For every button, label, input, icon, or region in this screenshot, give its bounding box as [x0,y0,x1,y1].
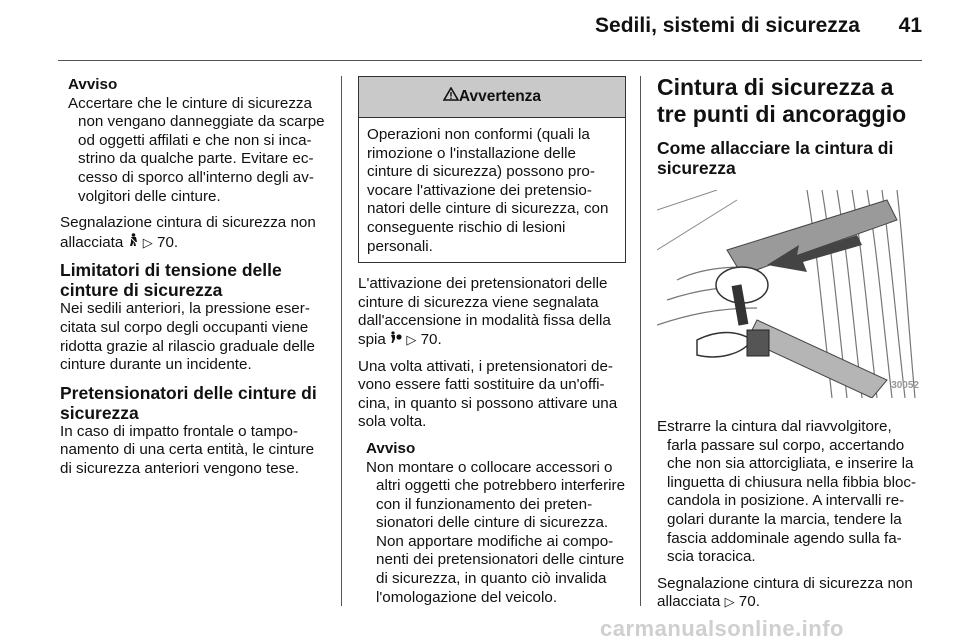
paragraph-pretensioners: In caso di impatto frontale o tamponamento di una certa entità, le cinture di sicurezza anteriori vengono tese. [60,422,315,477]
note-text: Non montare o collocare accessori o altri oggetti che potrebbero interferire con il funzionamento dei pretensionatori delle cinture di sicurezza. Non apportare modifiche ai componenti dei pretensionatori delle cinture di sicurezza, in quanto ciò invalida l'omologazione del veicolo. [366,458,626,606]
seatbelt-illustration [657,190,923,398]
heading-pretensioners: Pretensionatori delle cinture di sicurezza [60,382,317,423]
section-title: Sedili, sistemi di sicurezza [595,14,860,37]
note-text: Accertare che le cinture di sicurezza non vengano danneggiate da scarpe od oggetti affilati e che non si incastrino da qualche parte. Evitare eccesso di sporco all'interno degli avvolgitori delle cinture. [68,94,325,205]
column-divider [341,76,342,606]
warning-title: Avvertenza [458,88,542,105]
paragraph-replacement: Una volta attivati, i pretensionatori devono essere fatti sostituire da un'officina, in quanto si possono attivare una sola volta. [358,357,618,431]
figure-number: 30052 [891,380,919,392]
note-box [60,76,326,206]
warning-triangle-icon [443,77,459,117]
page-reference-icon[interactable]: ▷ [406,331,417,347]
warning-box [358,76,626,263]
reminder-paragraph [60,214,326,252]
reminder-paragraph [657,575,923,612]
paragraph-fasten-instructions: Estrarre la cintura dal riavvolgitore, farla passare sul corpo, accertando che non sia attorcigliata, e inserire la linguetta di chiusura nella fibbia bloccandola in posizione. A intervalli regolari durante la marcia, tendere la fascia addominale agendo sulla fascia toracica. [657,418,917,566]
note-heading: Avviso [366,439,416,457]
airbag-warning-icon [390,331,402,350]
warning-text: Operazioni non conformi (quali la rimozione o l'installazione delle cinture di sicurezza) possono provocare l'attivazione dei pretensionatori delle cinture di sicurezza, con conseguente rischio di lesioni personali. [367,126,609,255]
heading-fasten-belt: Come allacciare la cintura di sicurezza [657,138,894,178]
warning-header [359,77,625,118]
watermark: carmanualsonline.info [600,616,844,641]
page-reference-icon[interactable]: ▷ [724,594,735,610]
note-box [358,440,626,607]
reminder-text: Segnalazione cintura di sicurezza non allacciata [60,214,316,251]
page-reference[interactable]: 70. [420,330,442,348]
header-rule [58,60,922,61]
note-heading: Avviso [68,76,118,93]
heading-three-point-belt: Cintura di sicurezza a tre punti di ancoraggio [657,74,907,127]
page-reference[interactable]: 70. [157,233,179,251]
column-left [60,76,326,487]
reminder-text: Segnalazione cintura di sicurezza non allacciata [657,574,913,611]
activation-text: L'attivazione dei pretensionatori delle cinture di sicurezza viene segnalata dall'accensione in modalità fissa della spia [358,275,611,348]
paragraph-belt-limiters: Nei sedili anteriori, la pressione esercitata sul corpo degli occupanti viene ridotta grazie al rilascio graduale delle cinture durante un incidente. [60,300,315,374]
column-middle [358,76,626,615]
column-right [657,76,923,620]
page-reference-icon[interactable]: ▷ [142,234,153,250]
page-reference[interactable]: 70. [738,593,760,611]
page-number: 41 [898,14,922,37]
paragraph-activation [358,275,626,349]
heading-belt-limiters: Limitatori di tensione delle cinture di sicurezza [60,260,282,301]
seatbelt-warning-icon [128,233,139,253]
page-header [0,0,960,58]
column-divider [640,76,641,606]
